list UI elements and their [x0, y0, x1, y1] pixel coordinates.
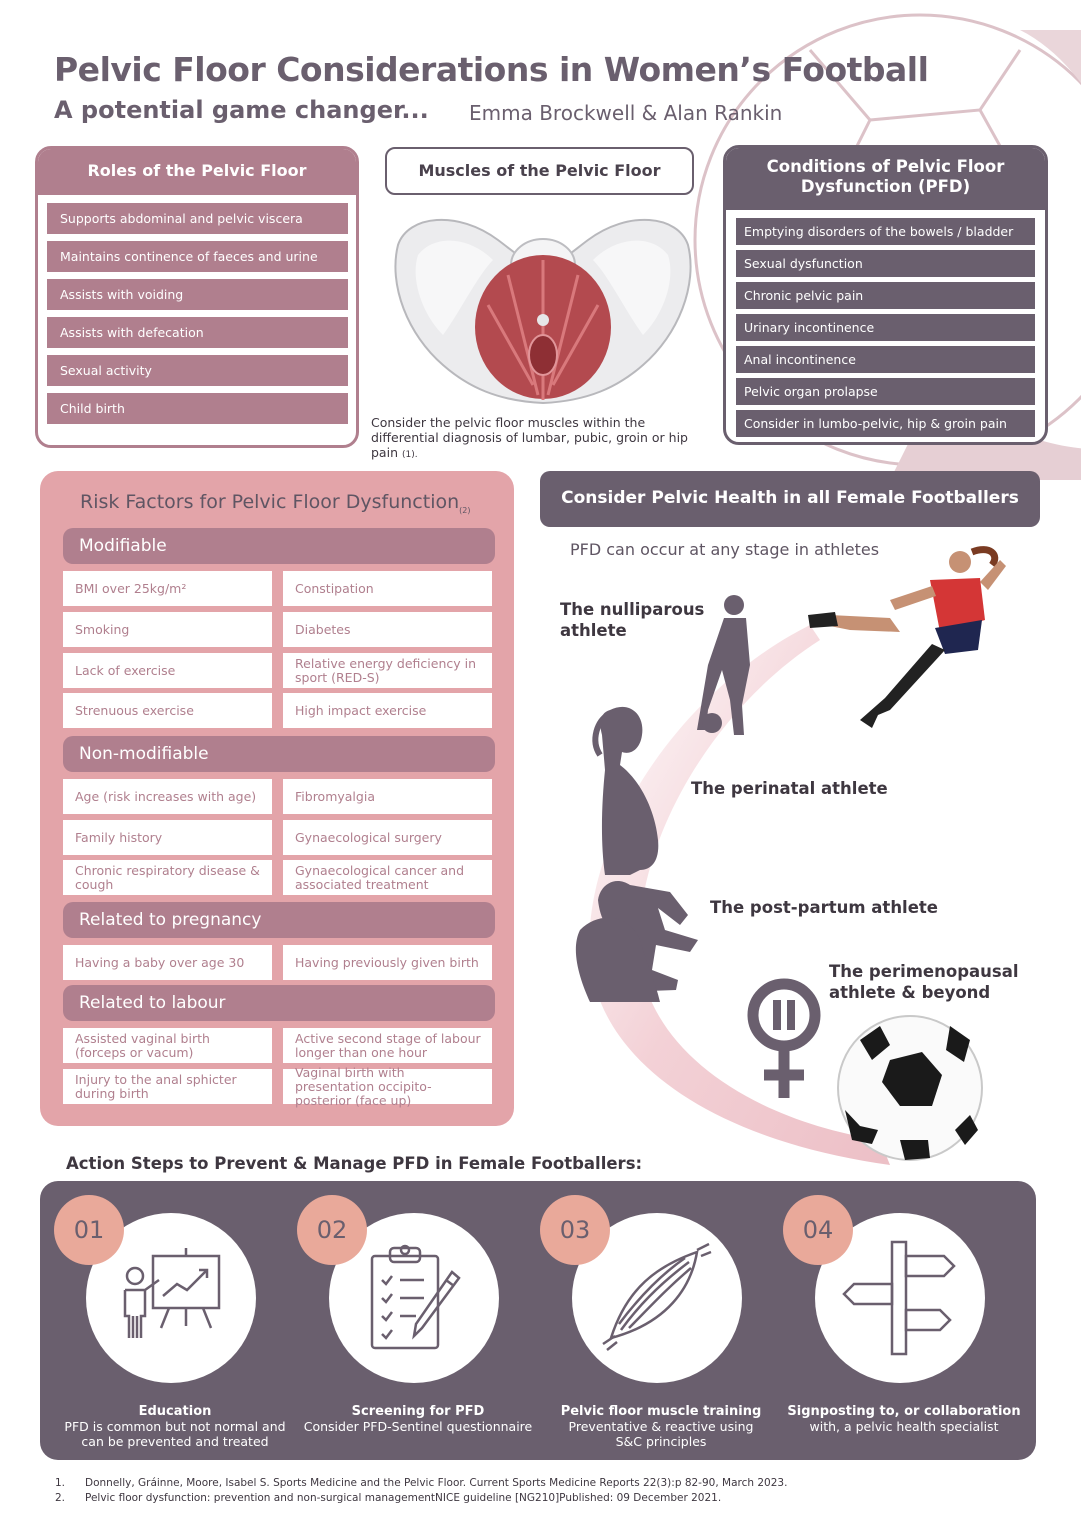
- consider-heading: Consider Pelvic Health in all Female Footballers: [540, 471, 1040, 527]
- muscle-icon: [597, 1238, 717, 1358]
- authors: Emma Brockwell & Alan Rankin: [469, 101, 783, 125]
- step-label: Pelvic floor muscle training: [560, 1404, 762, 1419]
- conditions-item: Consider in lumbo-pelvic, hip & groin pain: [736, 410, 1035, 437]
- category-non-modifiable: Non-modifiable: [63, 736, 495, 772]
- step-label: Screening for PFD: [351, 1404, 485, 1419]
- risk-factor: Injury to the anal sphicter during birth: [63, 1069, 272, 1104]
- category-modifiable: Modifiable: [63, 528, 495, 564]
- stage-perinatal: The perinatal athlete: [691, 779, 888, 798]
- references: [55, 1476, 787, 1506]
- roles-heading: Roles of the Pelvic Floor: [38, 149, 356, 195]
- stage-nulliparous-line2: athlete: [560, 621, 627, 640]
- conditions-item: Sexual dysfunction: [736, 250, 1035, 277]
- risk-factor: Smoking: [63, 612, 272, 647]
- risk-factor: Fibromyalgia: [283, 779, 492, 814]
- risk-factor: Gynaecological surgery: [283, 820, 492, 855]
- muscles-caption-text: Consider the pelvic floor muscles within the differential diagnosis of lumbar, pubic, groin or hip pain: [371, 415, 688, 460]
- female-symbol-icon: [753, 984, 815, 1098]
- stage-perimenopausal-line2: athlete & beyond: [829, 983, 991, 1002]
- conditions-item: Urinary incontinence: [736, 314, 1035, 341]
- action-step: [283, 1181, 533, 1460]
- risk-factor: Active second stage of labour longer than one hour: [283, 1028, 492, 1063]
- stage-postpartum: The post-partum athlete: [710, 898, 938, 917]
- risk-factor: BMI over 25kg/m²: [63, 571, 272, 606]
- footballer-kicking-icon: [808, 550, 1006, 728]
- risk-heading: [80, 491, 470, 515]
- roles-item: Sexual activity: [47, 355, 348, 386]
- risk-factor: Constipation: [283, 571, 492, 606]
- action-step: [40, 1181, 286, 1460]
- stage-perimenopausal: [829, 961, 1019, 1003]
- risk-factor: Diabetes: [283, 612, 492, 647]
- risk-factor: Gynaecological cancer and associated treatment: [283, 860, 492, 895]
- category-pregnancy: Related to pregnancy: [63, 902, 495, 938]
- category-labour: Related to labour: [63, 985, 495, 1021]
- risk-factors-panel: [40, 471, 514, 1126]
- consider-intro: PFD can occur at any stage in athletes: [570, 540, 880, 559]
- roles-panel: [35, 146, 359, 448]
- risk-factor: Chronic respiratory disease & cough: [63, 860, 272, 895]
- step-description: PFD is common but not normal and can be prevented and treated: [64, 1419, 286, 1449]
- step-label: Signposting to, or collaboration: [787, 1404, 1021, 1419]
- stage-nulliparous: [560, 599, 704, 641]
- signpost-icon: [840, 1238, 960, 1358]
- roles-item: Supports abdominal and pelvic viscera: [47, 203, 348, 234]
- football-icon: [838, 1016, 982, 1160]
- step-description: with, a pelvic health specialist: [809, 1419, 999, 1434]
- stage-perimenopausal-line1: The perimenopausal: [829, 962, 1019, 981]
- conditions-panel: [723, 145, 1048, 445]
- action-step: [526, 1181, 766, 1460]
- risk-factor: Family history: [63, 820, 272, 855]
- conditions-item: Pelvic organ prolapse: [736, 378, 1035, 405]
- step-number: 01: [54, 1195, 124, 1265]
- conditions-item: Anal incontinence: [736, 346, 1035, 373]
- muscles-caption-ref: (1).: [401, 450, 418, 460]
- risk-factor: Relative energy deficiency in sport (RED-S): [283, 653, 492, 688]
- step-number: 02: [297, 1195, 367, 1265]
- risk-heading-text: Risk Factors for Pelvic Floor Dysfunction: [80, 491, 460, 513]
- page-title: Pelvic Floor Considerations in Women’s Football: [54, 50, 929, 89]
- clipboard-checklist-icon: [354, 1238, 474, 1358]
- step-number: 04: [783, 1195, 853, 1265]
- muscles-heading: Muscles of the Pelvic Floor: [385, 147, 694, 195]
- risk-factor: Vaginal birth with presentation occipito-posterior (face up): [283, 1069, 492, 1104]
- reference-item: 1. Donnelly, Gráinne, Moore, Isabel S. Sports Medicine and the Pelvic Floor. Current Sports Medicine Reports 22(3):p 82-90, March 2023.: [55, 1477, 788, 1489]
- conditions-heading: Conditions of Pelvic Floor Dysfunction (PFD): [726, 148, 1045, 210]
- step-description: Preventative & reactive using S&C principles: [568, 1419, 754, 1449]
- action-step: [769, 1181, 1021, 1460]
- risk-factor: Age (risk increases with age): [63, 779, 272, 814]
- risk-factor: Assisted vaginal birth (forceps or vacum): [63, 1028, 272, 1063]
- risk-heading-ref: (2): [459, 505, 471, 515]
- roles-item: Assists with voiding: [47, 279, 348, 310]
- presentation-icon: [111, 1238, 231, 1358]
- stage-nulliparous-line1: The nulliparous: [560, 600, 705, 619]
- muscles-caption: [371, 415, 716, 463]
- action-steps-panel: [40, 1181, 1036, 1460]
- step-description: Consider PFD-Sentinel questionnaire: [303, 1419, 533, 1434]
- roles-item: Assists with defecation: [47, 317, 348, 348]
- action-steps-heading: Action Steps to Prevent & Manage PFD in Female Footballers:: [66, 1154, 643, 1173]
- pelvic-floor-illustration: [388, 205, 698, 407]
- roles-item: Maintains continence of faeces and urine: [47, 241, 348, 272]
- roles-item: Child birth: [47, 393, 348, 424]
- page-subtitle: A potential game changer...: [54, 96, 429, 124]
- risk-factor: Strenuous exercise: [63, 693, 272, 728]
- conditions-item: Chronic pelvic pain: [736, 282, 1035, 309]
- risk-factor: Having a baby over age 30: [63, 945, 272, 980]
- risk-factor: High impact exercise: [283, 693, 492, 728]
- step-label: Education: [138, 1404, 212, 1419]
- risk-factor: Lack of exercise: [63, 653, 272, 688]
- risk-factor: Having previously given birth: [283, 945, 492, 980]
- step-number: 03: [540, 1195, 610, 1265]
- conditions-item: Emptying disorders of the bowels / bladder: [736, 218, 1035, 245]
- reference-item: 2. Pelvic floor dysfunction: prevention and non-surgical managementNICE guideline [NG210]Published: 09 December 2021.: [55, 1492, 722, 1504]
